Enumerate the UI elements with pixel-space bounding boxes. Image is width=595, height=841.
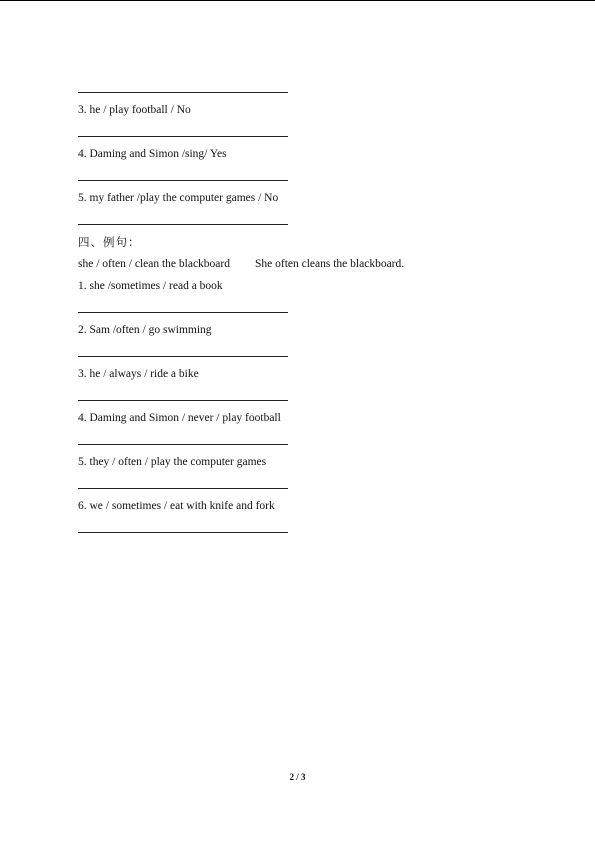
- exercise-item: 4. Daming and Simon /sing/ Yes: [78, 148, 227, 160]
- exercise-item: 6. we / sometimes / eat with knife and fork: [78, 500, 275, 512]
- exercise-item: 4. Daming and Simon / never / play football: [78, 412, 281, 424]
- exercise-item: 2. Sam /often / go swimming: [78, 324, 212, 336]
- exercise-item: 3. he / always / ride a bike: [78, 368, 199, 380]
- page-top-border: [0, 0, 595, 1]
- answer-line[interactable]: [78, 180, 288, 181]
- answer-line[interactable]: [78, 224, 288, 225]
- answer-line[interactable]: [78, 312, 288, 313]
- example-answer: She often cleans the blackboard.: [255, 258, 405, 270]
- exercise-item: 3. he / play football / No: [78, 104, 191, 116]
- answer-line[interactable]: [78, 356, 288, 357]
- answer-line[interactable]: [78, 444, 288, 445]
- exercise-item: 5. they / often / play the computer games: [78, 456, 267, 468]
- answer-line[interactable]: [78, 92, 288, 93]
- answer-line[interactable]: [78, 488, 288, 489]
- answer-line[interactable]: [78, 400, 288, 401]
- section-heading: 四、例句：: [78, 235, 141, 249]
- example-prompt: she / often / clean the blackboard: [78, 258, 230, 270]
- exercise-item: 1. she /sometimes / read a book: [78, 280, 223, 292]
- exercise-item: 5. my father /play the computer games / No: [78, 192, 279, 204]
- page-number: 2 / 3: [289, 772, 306, 782]
- answer-line[interactable]: [78, 136, 288, 137]
- answer-line[interactable]: [78, 532, 288, 533]
